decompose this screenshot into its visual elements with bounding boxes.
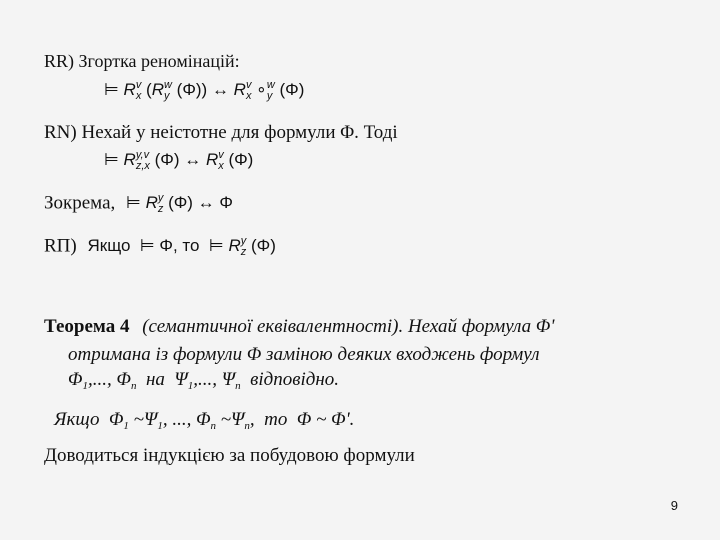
rr-heading-text: RR) Згортка реномінацій: (44, 51, 240, 71)
rp-formula-visual: Якщо ⊨ Φ, то ⊨ R y z (Φ) (87, 235, 276, 258)
rr-formula-visual: ⊨ R v x (R w y (Φ)) ↔ R v x ∘ w y (Φ) (104, 79, 305, 102)
theorem-line-3-visual: $\Phi_1$,..., $\Phi_n$ на $\Psi_1$,..., $\Psi_n$ відповідно. (68, 369, 340, 392)
rn-formula-visual: ⊨ R y,v z,x (Φ) ↔ R v x (Φ) (104, 149, 254, 172)
rn-heading (44, 123, 398, 142)
rr-formula (104, 80, 304, 102)
theorem-line-2-text: отримана із формули Φ заміною деяких входжень формул (68, 344, 540, 365)
theorem-line-4 (54, 409, 355, 432)
rn-heading-text: RN) Нехай y неістотне для формули Φ. Тоді (44, 122, 398, 143)
rn-formula (104, 150, 253, 172)
page-number: 9 (670, 498, 678, 513)
rr-heading (44, 52, 240, 70)
proof-line (44, 446, 415, 465)
zokrema-formula-visual: ⊨ R y z (Φ) ↔ Φ (126, 192, 233, 215)
zokrema-label: Зокрема, (44, 192, 116, 214)
proof-text: Доводиться індукцією за побудовою формули (44, 445, 415, 466)
theorem-title: Теорема 4 (44, 316, 130, 337)
rp-label: RП) (44, 235, 77, 257)
theorem-intro: (семантичної еквівалентності). Нехай формула Φ' (142, 316, 555, 337)
theorem-line-4-visual: Якщо $\Phi_1$ $\sim\Psi_1$, ..., $\Phi_n$ $\sim\Psi_n$, то Φ ~ Φ'. (54, 409, 355, 432)
theorem-line-1 (44, 317, 554, 336)
theorem-line-3 (68, 369, 340, 392)
theorem-line-2 (68, 345, 540, 364)
rp-line (44, 236, 276, 258)
zokrema-line (44, 193, 233, 215)
